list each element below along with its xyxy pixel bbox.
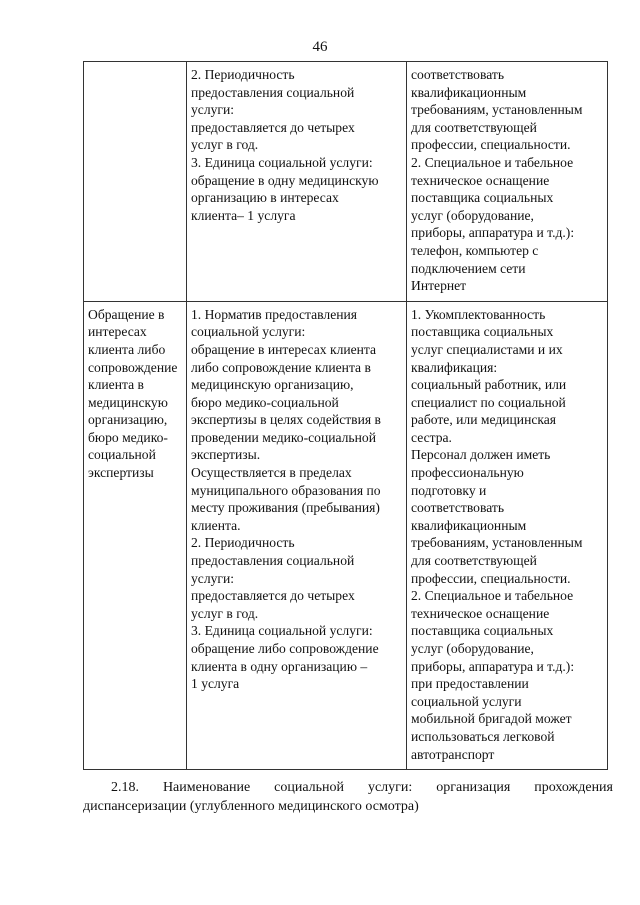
- cell-text-line: соответствовать: [411, 500, 505, 516]
- table-row: [84, 301, 608, 769]
- cell-text-line: предоставления социальной: [191, 84, 355, 100]
- cell-text-line: работе, или медицинская: [411, 412, 557, 428]
- cell-text-line: клиента– 1 услуга: [191, 207, 296, 223]
- cell-text-line: обращение в одну медицинскую: [191, 172, 379, 188]
- cell-text-line: требованиям, установленным: [411, 535, 583, 551]
- cell-text-line: Обращение в: [88, 306, 165, 322]
- service-name-cell: [84, 62, 187, 302]
- cell-text-line: экспертизы в целях содействия в: [191, 412, 381, 428]
- cell-text-line: 2. Специальное и табельное: [411, 154, 574, 170]
- cell-text-line: 1. Норматив предоставления: [191, 306, 358, 322]
- cell-text-line: либо сопровождение клиента в: [191, 359, 371, 375]
- cell-text-line: социальный работник, или: [411, 377, 567, 393]
- cell-text-line: 3. Единица социальной услуги:: [191, 154, 373, 170]
- cell-text-line: техническое оснащение: [411, 172, 550, 188]
- cell-text-line: Интернет: [411, 278, 467, 294]
- cell-text-line: квалификационным: [411, 517, 527, 533]
- cell-text-line: специалист по социальной: [411, 394, 566, 410]
- cell-text-line: мобильной бригадой может: [411, 711, 572, 727]
- service-requirements-cell: [407, 62, 608, 302]
- cell-text-line: клиента либо: [88, 341, 166, 357]
- cell-text-line: услуг в год.: [191, 137, 259, 153]
- cell-text-line: профессиональную: [411, 465, 524, 481]
- cell-text-line: сопровождение: [88, 359, 178, 375]
- cell-text-line: экспертизы.: [191, 447, 261, 463]
- cell-text-line: социальной услуги:: [191, 324, 306, 340]
- cell-text-line: организацию,: [88, 412, 168, 428]
- cell-text-line: услуги:: [191, 102, 235, 118]
- cell-text-line: подключением сети: [411, 260, 526, 276]
- service-norms-cell: [187, 62, 407, 302]
- cell-text-line: Персонал должен иметь: [411, 447, 551, 463]
- cell-text-line: предоставления социальной: [191, 553, 355, 569]
- cell-text-line: Осуществляется в пределах: [191, 465, 352, 481]
- cell-text-line: экспертизы: [88, 465, 154, 481]
- cell-text-line: 3. Единица социальной услуги:: [191, 623, 373, 639]
- cell-text-line: сестра.: [411, 429, 452, 445]
- cell-text-line: услуги:: [191, 570, 235, 586]
- cell-text-line: поставщика социальных: [411, 324, 554, 340]
- cell-text-line: предоставляется до четырех: [191, 588, 355, 604]
- cell-text-line: 1 услуга: [191, 676, 240, 692]
- cell-text-line: приборы, аппаратура и т.д.):: [411, 225, 575, 241]
- cell-text-line: проведении медико-социальной: [191, 429, 376, 445]
- section-heading-line: 2.18. Наименование социальной услуги: организация прохождения: [111, 780, 613, 795]
- cell-text-line: требованиям, установленным: [411, 102, 583, 118]
- cell-text-line: телефон, компьютер с: [411, 242, 539, 258]
- service-requirements-cell: [407, 301, 608, 769]
- cell-text-line: услуг специалистами и их: [411, 341, 563, 357]
- cell-text-line: для соответствующей: [411, 119, 537, 135]
- cell-text-line: клиента в: [88, 377, 144, 393]
- cell-text-line: месту проживания (пребывания): [191, 500, 380, 516]
- cell-text-line: услуг (оборудование,: [411, 641, 534, 656]
- cell-text-line: 1. Укомплектованность: [411, 306, 546, 322]
- cell-text-line: клиента.: [191, 517, 241, 533]
- cell-text-line: бюро медико-: [88, 429, 168, 445]
- cell-text-line: бюро медико-социальной: [191, 394, 339, 410]
- cell-text-line: 2. Периодичность: [191, 535, 295, 551]
- cell-text-line: медицинскую организацию,: [191, 377, 354, 393]
- cell-text-line: обращение либо сопровождение: [191, 641, 379, 656]
- cell-text-line: профессии, специальности.: [411, 570, 571, 586]
- cell-text-line: техническое оснащение: [411, 605, 550, 621]
- cell-text-line: услуг в год.: [191, 605, 259, 621]
- cell-text-line: использоваться легковой: [411, 728, 555, 744]
- cell-text-line: при предоставлении: [411, 676, 529, 692]
- service-standards-table: [83, 61, 608, 770]
- cell-text-line: интересах: [88, 324, 147, 340]
- cell-text-line: приборы, аппаратура и т.д.):: [411, 658, 575, 674]
- cell-text-line: предоставляется до четырех: [191, 119, 355, 135]
- service-name-cell: [84, 301, 187, 769]
- cell-text-line: соответствовать: [411, 67, 505, 82]
- cell-text-line: социальной услуги: [411, 693, 522, 709]
- cell-text-line: медицинскую: [88, 394, 168, 410]
- cell-text-line: социальной: [88, 447, 156, 463]
- cell-text-line: обращение в интересах клиента: [191, 341, 377, 357]
- cell-text-line: услуг (оборудование,: [411, 207, 534, 223]
- service-norms-cell: [187, 301, 407, 769]
- page-number: 46: [312, 39, 328, 55]
- cell-text-line: клиента в одну организацию –: [191, 658, 368, 674]
- cell-text-line: профессии, специальности.: [411, 137, 571, 153]
- cell-text-line: автотранспорт: [411, 746, 495, 762]
- cell-text-line: муниципального образования по: [191, 482, 381, 498]
- cell-text-line: для соответствующей: [411, 553, 537, 569]
- table-row: [84, 62, 608, 302]
- cell-text-line: подготовку и: [411, 482, 487, 498]
- section-heading-line: диспансеризации (углубленного медицинского осмотра): [83, 799, 419, 814]
- cell-text-line: 2. Периодичность: [191, 67, 295, 82]
- cell-text-line: квалификационным: [411, 84, 527, 100]
- cell-text-line: организацию в интересах: [191, 190, 339, 206]
- section-heading-paragraph: [83, 778, 613, 816]
- cell-text-line: квалификация:: [411, 359, 498, 375]
- cell-text-line: поставщика социальных: [411, 623, 554, 639]
- cell-text-line: 2. Специальное и табельное: [411, 588, 574, 604]
- cell-text-line: поставщика социальных: [411, 190, 554, 206]
